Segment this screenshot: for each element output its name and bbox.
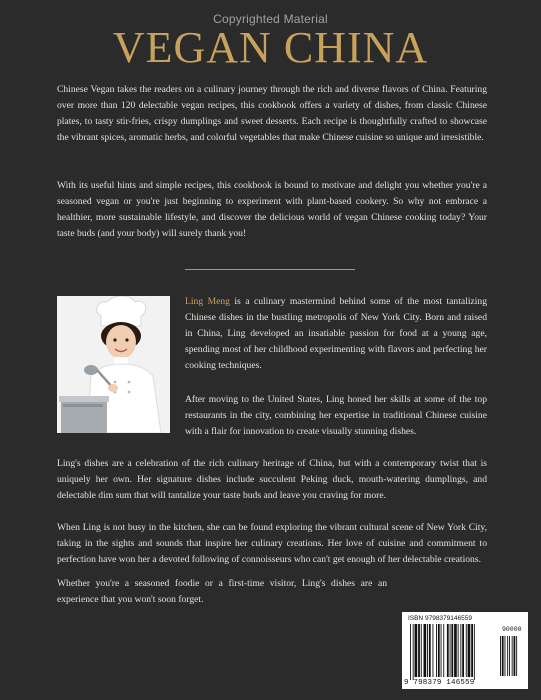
author-bio-1 — [185, 294, 487, 374]
intro-paragraph-1: Chinese Vegan takes the readers on a culinary journey through the rich and diverse flavors of China. Featuring over more than 120 delectable vegan recipes, this cookbook offers a variety of dishes, from classic Chinese plates, to tasty stir-fries, crispy dumplings and sweet desserts. Each recipe is thoughtfully crafted to showcase the vibrant spices, aromatic herbs, and colorful vegetables that make Chinese cuisine so unique and irresistible. — [57, 84, 487, 143]
author-bio-2: After moving to the United States, Ling honed her skills at some of the top restaurants in the city, combining her expertise in traditional Chinese cuisine with a flair for innovation to create visually stunning dishes. — [185, 394, 487, 437]
author-bio-5: Whether you're a seasoned foodie or a first-time visitor, Ling's dishes are an experience that you won't soon forget. — [57, 578, 387, 605]
intro-paragraph-2: With its useful hints and simple recipes, this cookbook is bound to motivate and delight you whether you're a seasoned vegan or you're just beginning to experiment with plant-based cookery. So why not embrace a healthier, more sustainable lifestyle, and discover the delicious world of vegan Chinese cooking today? Your taste buds (and your body) will surely thank you! — [57, 180, 487, 239]
barcode-bars — [402, 612, 528, 689]
author-photo — [57, 296, 170, 433]
isbn-label: ISBN 9798379146559 — [408, 615, 472, 622]
book-title: VEGAN CHINA — [112, 23, 429, 72]
author-bio-1-text: is a culinary mastermind behind some of the most tantalizing Chinese dishes in the bustling metropolis of New York City. Born and raised in China, Ling developed an insatiable passion for food at a young age, spending most of her childhood experimenting with flavors and perfecting her cooking techniques. — [185, 296, 488, 371]
barcode-digits: 9 798379 146559 — [404, 679, 475, 687]
divider-rule — [185, 269, 355, 270]
author-bio-3: Ling's dishes are a celebration of the rich culinary heritage of China, but with a contemporary twist that is uniquely her own. Her signature dishes include succulent Peking duck, mouth-watering dumplings, and delectable dim sum that will tantalize your taste buds and leave you craving for more. — [57, 458, 487, 501]
author-bio-4: When Ling is not busy in the kitchen, she can be found exploring the vibrant cultural scene of New York City, taking in the sights and sounds that inspire her culinary creations. Her love of cuisine and commitment to perfection have won her a devoted following of connoisseurs who can't get enough of her delectable creations. — [57, 522, 487, 565]
author-name: Ling Meng — [185, 296, 230, 307]
watermark: Copyrighted Material — [213, 12, 328, 26]
chef-illustration — [57, 296, 170, 433]
barcode-box — [402, 612, 528, 689]
barcode-supplement: 90000 — [502, 626, 522, 633]
